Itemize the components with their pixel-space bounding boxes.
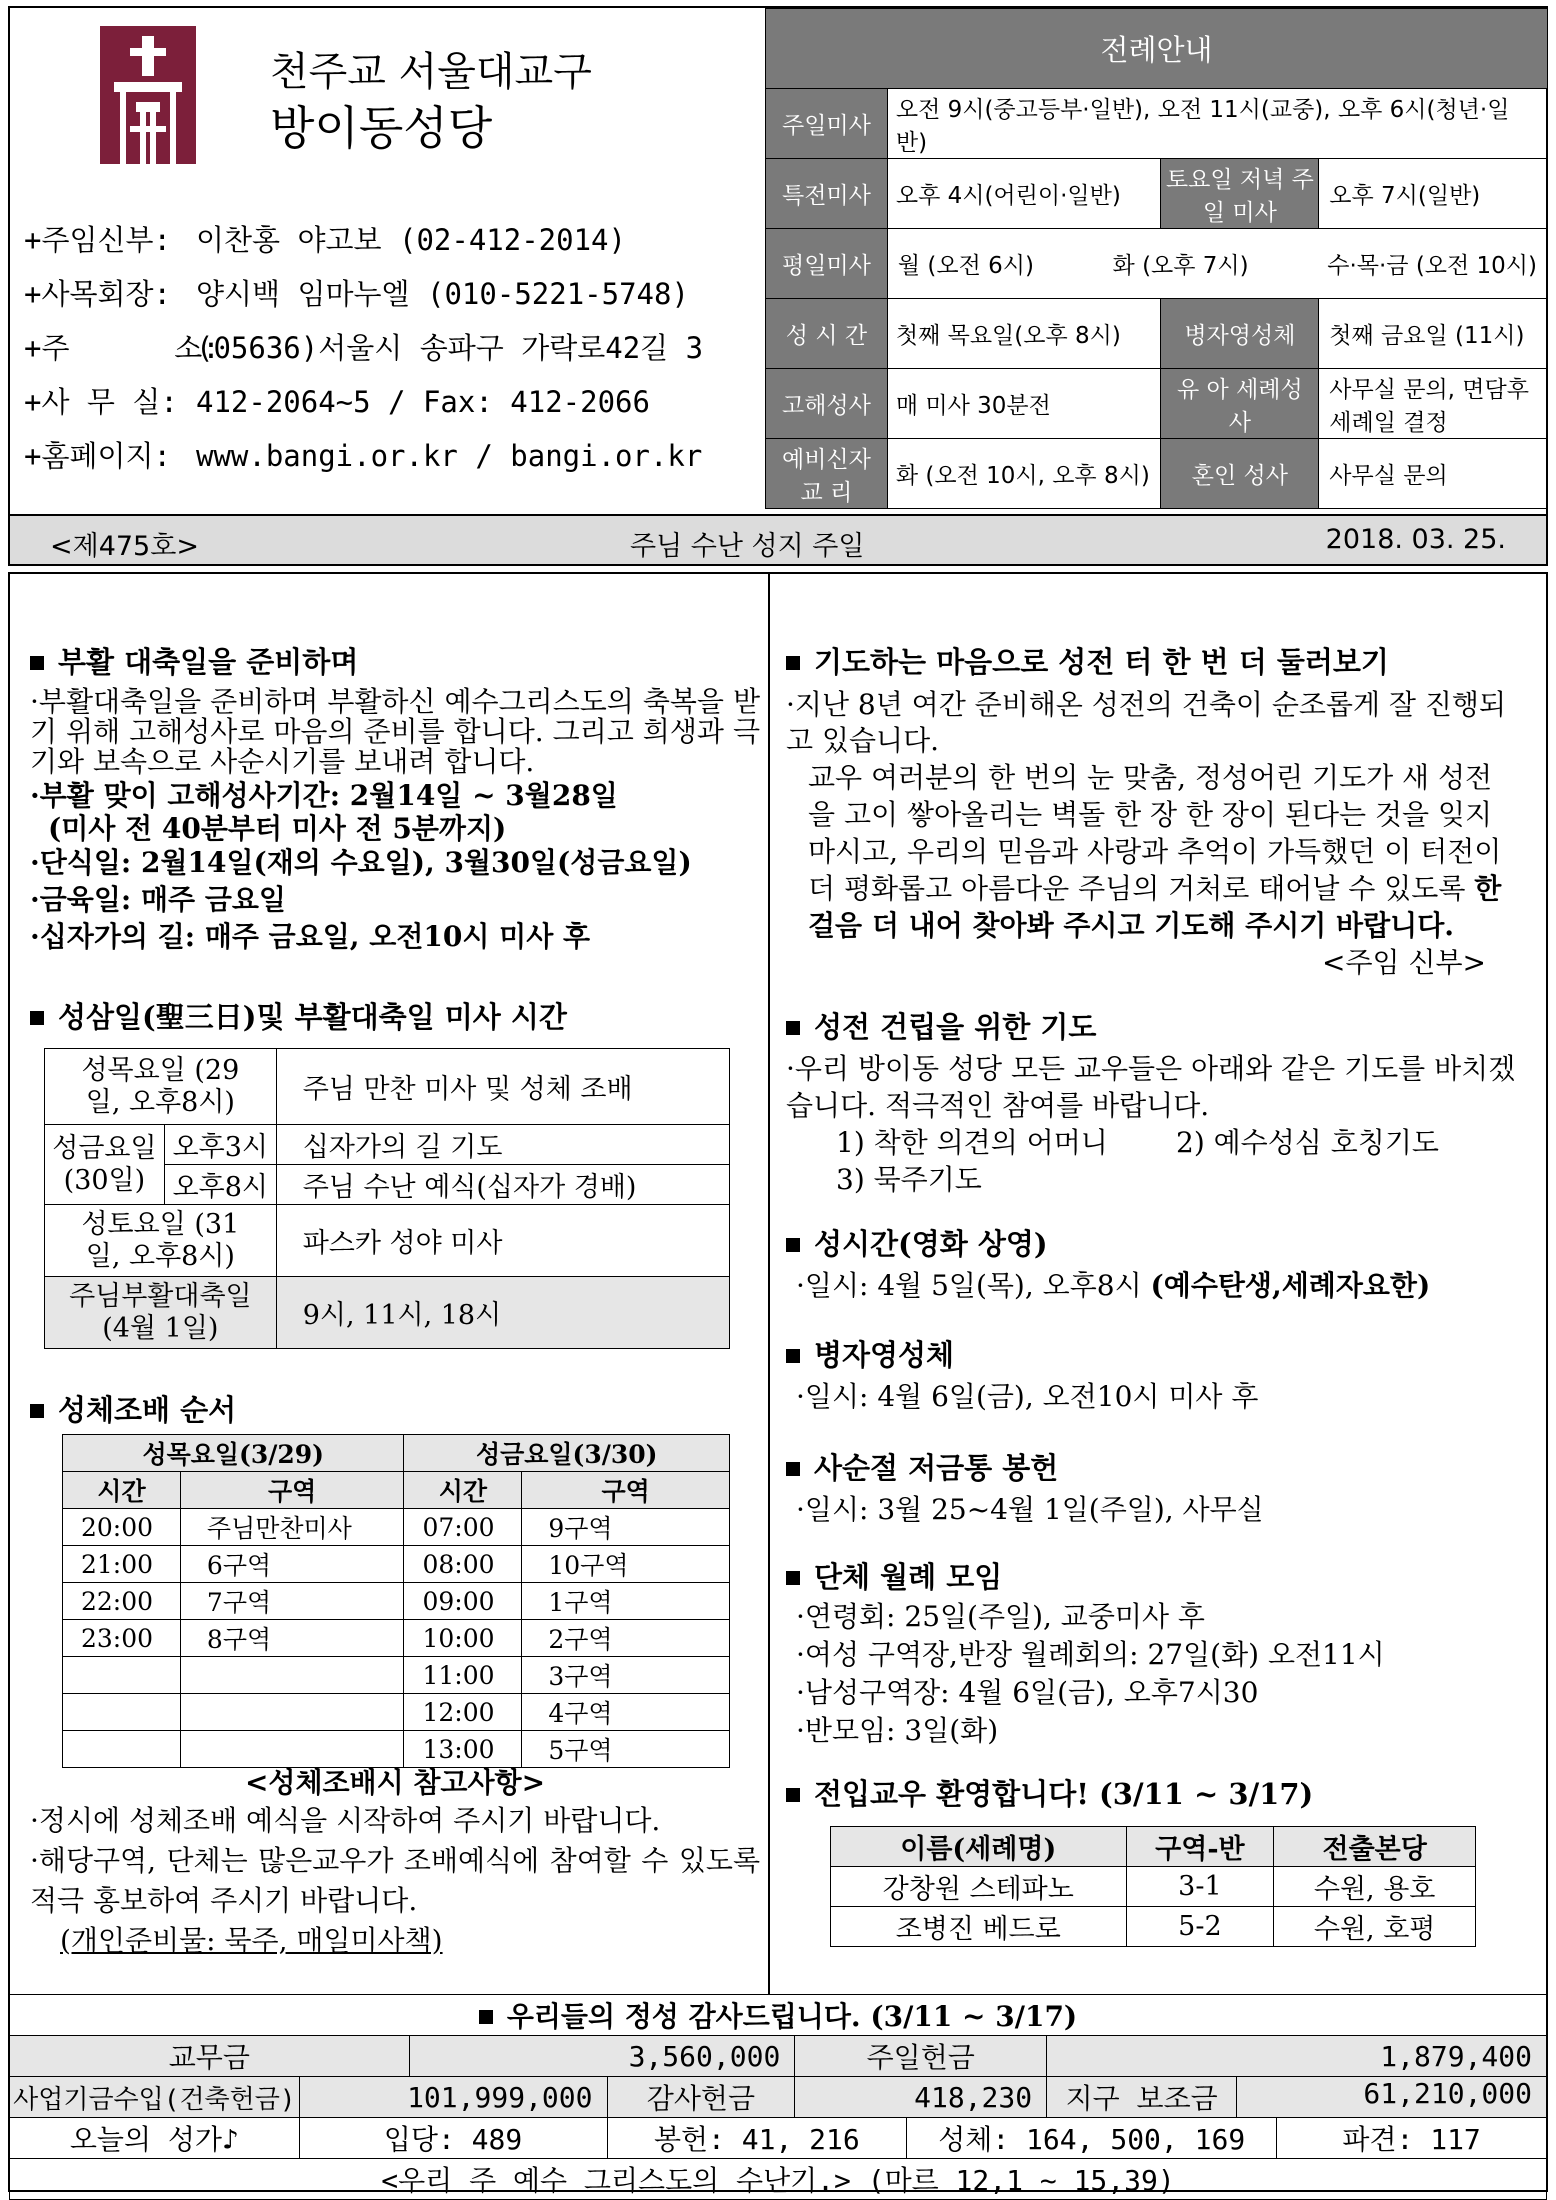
triduum-sat-label: 성토요일 (31일, 오후8시) bbox=[45, 1205, 277, 1277]
holy-hour-text: ·일시: 4월 5일(목), 오후8시 bbox=[796, 1269, 1142, 1302]
issue-title: 주님 수난 성지 주일 bbox=[630, 531, 865, 562]
triduum-fri-value1: 십자가의 길 기도 bbox=[276, 1125, 729, 1165]
newcomers-header-area: 구역-반 bbox=[1126, 1827, 1274, 1867]
issue-date: 2018. 03. 25. bbox=[1325, 524, 1506, 555]
holy-hour-title: 성시간(영화 상영) bbox=[814, 1227, 1048, 1261]
parish-name-2: 방이동성당 bbox=[270, 101, 493, 155]
adoration-thu-area: 8구역 bbox=[180, 1620, 404, 1657]
adoration-fri-time: 09:00 bbox=[404, 1583, 522, 1620]
adoration-thu-header: 성목요일(3/29) bbox=[63, 1435, 404, 1472]
meeting-item: ·여성 구역장,반장 월례회의: 27일(화) 오전11시 bbox=[796, 1638, 1385, 1671]
adoration-thu-area bbox=[180, 1694, 404, 1731]
offering-amount: 61,210,000 bbox=[1363, 2077, 1532, 2110]
adoration-table bbox=[62, 1434, 730, 1768]
offering-label: 주일헌금 bbox=[795, 2036, 1047, 2077]
newcomer-parish: 수원, 용호 bbox=[1274, 1867, 1476, 1907]
easter-intro: ·부활대축일을 준비하며 부활하신 예수그리스도의 축복을 받기 위해 고해성사로 마음의 준비를 합니다. 그리고 희생과 극기와 보속으로 사순시기를 보내려 합니다. bbox=[30, 685, 760, 778]
hymn-communion: 성체: 164, 500, 169 bbox=[907, 2118, 1277, 2158]
bullet-square-icon bbox=[786, 656, 800, 670]
offering-title: 우리들의 정성 감사드립니다. (3/11 ~ 3/17) bbox=[506, 2000, 1078, 2033]
weekday-tue: 화 (오후 7시) bbox=[1112, 253, 1249, 279]
adoration-fri-area: 1구역 bbox=[522, 1583, 730, 1620]
contact-value: www.bangi.or.kr / bangi.or.kr bbox=[196, 439, 703, 473]
easter-stations: ·십자가의 길: 매주 금요일, 오전10시 미사 후 bbox=[30, 920, 591, 953]
infant-value: 사무실 문의, 면담후 세례일 결정 bbox=[1319, 369, 1548, 439]
adoration-col-area: 구역 bbox=[180, 1472, 404, 1509]
adoration-title: 성체조배 순서 bbox=[58, 1393, 237, 1427]
contact-value: (05636)서울시 송파구 가락로42길 3 bbox=[196, 331, 704, 365]
adoration-thu-time: 21:00 bbox=[63, 1546, 181, 1583]
adoration-thu-time: 23:00 bbox=[63, 1620, 181, 1657]
adoration-thu-area bbox=[180, 1731, 404, 1768]
hymn-entrance: 입당: 489 bbox=[299, 2118, 607, 2159]
sickcomm-label: 병자영성체 bbox=[1161, 299, 1319, 369]
contact-value: 양시백 임마누엘 (010-5221-5748) bbox=[196, 277, 689, 311]
adoration-fri-time: 13:00 bbox=[404, 1731, 522, 1768]
building-prayer-item-2: 2) 예수성심 호칭기도 bbox=[1176, 1126, 1439, 1159]
adoration-row bbox=[63, 1694, 730, 1731]
column-divider bbox=[768, 574, 770, 1994]
adoration-thu-time bbox=[63, 1657, 181, 1694]
adoration-fri-area: 5구역 bbox=[522, 1731, 730, 1768]
meeting-item: ·반모임: 3일(화) bbox=[796, 1714, 999, 1747]
newcomer-parish: 수원, 호평 bbox=[1274, 1907, 1476, 1947]
confession-label: 고해성사 bbox=[766, 369, 888, 439]
gospel-reading: <우리 주 예수 그리스도의 수난기.> (마르 12,1 ~ 15,39) bbox=[10, 2159, 1547, 2200]
triduum-table bbox=[44, 1048, 730, 1349]
bullet-square-icon bbox=[786, 1021, 800, 1035]
adoration-note-title: <성체조배시 참고사항> bbox=[244, 1766, 546, 1799]
meetings-title: 단체 월례 모임 bbox=[814, 1560, 1003, 1594]
saturday-label: 토요일 저녁 주일 미사 bbox=[1161, 159, 1319, 229]
issue-number: <제475호> bbox=[50, 531, 199, 562]
offering-label: 지구 보조금 bbox=[1047, 2077, 1237, 2117]
adoration-row bbox=[63, 1731, 730, 1768]
building-prayer-item-3: 3) 묵주기도 bbox=[836, 1163, 982, 1196]
triduum-fri-time2: 오후8시 bbox=[164, 1165, 276, 1205]
adoration-col-time: 시간 bbox=[63, 1472, 181, 1509]
adoration-fri-time: 08:00 bbox=[404, 1546, 522, 1583]
hymn-offertory: 봉헌: 41, 216 bbox=[607, 2118, 907, 2159]
holyhour-value: 첫째 목요일(오후 8시) bbox=[887, 299, 1161, 369]
adoration-row bbox=[63, 1509, 730, 1546]
bullet-square-icon bbox=[786, 1349, 800, 1363]
saturday-value: 오후 7시(일반) bbox=[1319, 159, 1548, 229]
contact-label: +사 무 실: bbox=[24, 385, 178, 419]
easter-confession-period: ·부활 맞이 고해성사기간: 2월14일 ~ 3월28일 bbox=[30, 779, 618, 812]
contact-value: 412-2064~5 / Fax: 412-2066 bbox=[196, 385, 650, 419]
parish-logo bbox=[100, 26, 196, 164]
offering-table bbox=[9, 1994, 1547, 2200]
offering-label: 사업기금수입(건축헌금) bbox=[10, 2077, 300, 2118]
triduum-sat-value: 파스카 성야 미사 bbox=[276, 1205, 729, 1277]
contact-list bbox=[24, 218, 703, 488]
prayer-walk-p1: ·지난 8년 여간 준비해온 성전의 건축이 순조롭게 잘 진행되고 있습니다. bbox=[786, 688, 1507, 757]
offering-label: 감사헌금 bbox=[607, 2077, 795, 2118]
adoration-row bbox=[63, 1546, 730, 1583]
wedding-label: 혼인 성사 bbox=[1161, 439, 1319, 509]
easter-title: 부활 대축일을 준비하며 bbox=[58, 645, 359, 679]
newcomer-area: 5-2 bbox=[1126, 1907, 1274, 1947]
hymn-dismissal: 파견: 117 bbox=[1342, 2123, 1481, 2156]
adoration-thu-area: 6구역 bbox=[180, 1546, 404, 1583]
easter-fast-day: ·단식일: 2월14일(재의 수요일), 3월30일(성금요일) bbox=[30, 846, 692, 879]
holyhour-label: 성 시 간 bbox=[766, 299, 888, 369]
newcomers-table bbox=[830, 1826, 1476, 1947]
weekday-label: 평일미사 bbox=[766, 229, 888, 299]
liturgy-table bbox=[765, 8, 1548, 509]
weekday-mon: 월 (오전 6시) bbox=[897, 253, 1034, 279]
confession-value: 매 미사 30분전 bbox=[887, 369, 1161, 439]
adoration-thu-time bbox=[63, 1731, 181, 1768]
sick-title: 병자영성체 bbox=[814, 1338, 955, 1372]
triduum-fri-time1: 오후3시 bbox=[164, 1125, 276, 1165]
meeting-item: ·연령회: 25일(주일), 교중미사 후 bbox=[796, 1600, 1205, 1633]
newcomers-title-row bbox=[786, 1772, 1313, 1813]
adoration-col-time: 시간 bbox=[404, 1472, 522, 1509]
sick-section bbox=[786, 1333, 1516, 1415]
adoration-note-1: ·정시에 성체조배 예식을 시작하여 주시기 바랍니다. bbox=[30, 1804, 661, 1837]
contact-label: +사목회장: bbox=[24, 277, 171, 311]
triduum-fri-value2: 주님 수난 예식(십자가 경배) bbox=[276, 1165, 729, 1205]
triduum-fri-label: 성금요일 (30일) bbox=[45, 1125, 165, 1205]
adoration-fri-area: 3구역 bbox=[522, 1657, 730, 1694]
building-prayer-section bbox=[786, 1005, 1516, 1198]
triduum-thu-value: 주님 만찬 미사 및 성체 조배 bbox=[276, 1049, 729, 1125]
special-value: 오후 4시(어린이·일반) bbox=[887, 159, 1161, 229]
bullet-square-icon bbox=[30, 1404, 44, 1418]
lent-box-section bbox=[786, 1446, 1516, 1528]
newcomer-name: 강창원 스테파노 bbox=[831, 1867, 1127, 1907]
adoration-thu-time: 20:00 bbox=[63, 1509, 181, 1546]
building-prayer-title: 성전 건립을 위한 기도 bbox=[814, 1010, 1097, 1044]
lent-box-title: 사순절 저금통 봉헌 bbox=[814, 1451, 1059, 1485]
bullet-square-icon bbox=[30, 1011, 44, 1025]
prayer-walk-p2-bold: 한걸음 더 내어 찾아봐 주시고 기도해 주시기 바랍니다. bbox=[808, 872, 1502, 942]
adoration-row bbox=[63, 1583, 730, 1620]
issue-bar bbox=[10, 514, 1546, 564]
adoration-fri-area: 9구역 bbox=[522, 1509, 730, 1546]
building-prayer-item-1: 1) 착한 의견의 어머니 bbox=[836, 1126, 1108, 1159]
adoration-thu-time: 22:00 bbox=[63, 1583, 181, 1620]
liturgy-title: 전례안내 bbox=[766, 9, 1548, 89]
catechism-value: 화 (오전 10시, 오후 8시) bbox=[887, 439, 1161, 509]
meetings-section bbox=[786, 1555, 1516, 1750]
newcomer-name: 조병진 베드로 bbox=[831, 1907, 1127, 1947]
prayer-walk-title: 기도하는 마음으로 성전 터 한 번 더 둘러보기 bbox=[814, 645, 1389, 679]
adoration-fri-time: 11:00 bbox=[404, 1657, 522, 1694]
easter-section bbox=[30, 640, 760, 955]
bullet-square-icon bbox=[786, 1238, 800, 1252]
parish-name-1: 천주교 서울대교구 bbox=[270, 49, 592, 95]
special-label: 특전미사 bbox=[766, 159, 888, 229]
bullet-square-icon bbox=[786, 1788, 800, 1802]
offering-amount: 1,879,400 bbox=[1047, 2036, 1547, 2077]
triduum-title-row bbox=[30, 995, 567, 1036]
adoration-row bbox=[63, 1657, 730, 1694]
adoration-fri-area: 4구역 bbox=[522, 1694, 730, 1731]
contact-label: +주 소: bbox=[24, 331, 220, 365]
sickcomm-value: 첫째 금요일 (11시) bbox=[1319, 299, 1548, 369]
adoration-fri-area: 10구역 bbox=[522, 1546, 730, 1583]
hymn-label: 오늘의 성가♪ bbox=[10, 2118, 300, 2159]
bullet-square-icon bbox=[786, 1571, 800, 1585]
sick-text: ·일시: 4월 6일(금), 오전10시 미사 후 bbox=[796, 1380, 1259, 1413]
adoration-fri-time: 10:00 bbox=[404, 1620, 522, 1657]
prayer-walk-section bbox=[786, 640, 1516, 981]
offering-amount: 418,230 bbox=[795, 2077, 1047, 2118]
adoration-row bbox=[63, 1620, 730, 1657]
adoration-fri-time: 07:00 bbox=[404, 1509, 522, 1546]
meeting-item: ·남성구역장: 4월 6일(금), 오후7시30 bbox=[796, 1676, 1259, 1709]
wedding-value: 사무실 문의 bbox=[1319, 439, 1548, 509]
holy-hour-section bbox=[786, 1222, 1526, 1304]
contact-label: +주임신부: bbox=[24, 223, 171, 257]
offering-amount: 101,999,000 bbox=[299, 2077, 607, 2118]
adoration-thu-time bbox=[63, 1694, 181, 1731]
adoration-title-row bbox=[30, 1388, 236, 1429]
weekday-wed: 수·목·금 (오전 10시) bbox=[1327, 253, 1537, 279]
triduum-easter-value: 9시, 11시, 18시 bbox=[276, 1277, 729, 1349]
adoration-thu-area: 주님만찬미사 bbox=[180, 1509, 404, 1546]
adoration-fri-area: 2구역 bbox=[522, 1620, 730, 1657]
prayer-walk-p2: 교우 여러분의 한 번의 눈 맞춤, 정성어린 기도가 새 성전을 고이 쌓아올리는 벽돌 한 장 한 장이 된다는 것을 잊지 마시고, 우리의 믿음과 사랑과 추억이 가득했던 이 터전이 더 평화롭고 아름다운 주님의 거처로 태어날 수 있도록 bbox=[808, 761, 1502, 905]
catechism-label: 예비신자 교 리 bbox=[766, 439, 888, 509]
bullet-square-icon bbox=[30, 656, 44, 670]
contact-value: 이찬홍 야고보 (02-412-2014) bbox=[196, 223, 626, 257]
bullet-square-icon bbox=[479, 2010, 493, 2024]
adoration-note-2: ·해당구역, 단체는 많은교우가 조배예식에 참여할 수 있도록 적극 홍보하여 주시기 바랍니다. bbox=[30, 1844, 760, 1917]
adoration-thu-area: 7구역 bbox=[180, 1583, 404, 1620]
adoration-notes bbox=[30, 1764, 760, 1961]
newcomers-header-parish: 전출본당 bbox=[1274, 1827, 1476, 1867]
offering-label: 교무금 bbox=[10, 2036, 410, 2077]
adoration-fri-time: 12:00 bbox=[404, 1694, 522, 1731]
newcomer-area: 3-1 bbox=[1126, 1867, 1274, 1907]
adoration-thu-area bbox=[180, 1657, 404, 1694]
prayer-walk-sign: <주임 신부> bbox=[1321, 946, 1486, 979]
adoration-note-3: (개인준비물: 묵주, 매일미사책) bbox=[60, 1924, 443, 1957]
building-prayer-text: ·우리 방이동 성당 모든 교우들은 아래와 같은 기도를 바치겠습니다. 적극적인 참여를 바랍니다. bbox=[786, 1052, 1516, 1122]
sunday-value: 오전 9시(중고등부·일반), 오전 11시(교중), 오후 6시(청년·일반) bbox=[887, 89, 1547, 159]
infant-label: 유 아 세례성사 bbox=[1161, 369, 1319, 439]
sunday-label: 주일미사 bbox=[766, 89, 888, 159]
contact-label: +홈페이지: bbox=[24, 439, 171, 473]
holy-hour-film: (예수탄생,세례자요한) bbox=[1150, 1269, 1431, 1302]
adoration-col-area: 구역 bbox=[522, 1472, 730, 1509]
triduum-easter-label: 주님부활대축일 (4월 1일) bbox=[45, 1277, 277, 1349]
lent-box-text: ·일시: 3월 25~4월 1일(주일), 사무실 bbox=[796, 1493, 1264, 1526]
newcomers-header-name: 이름(세례명) bbox=[831, 1827, 1127, 1867]
offering-amount: 3,560,000 bbox=[409, 2036, 795, 2077]
easter-confession-time: (미사 전 40분부터 미사 전 5분까지) bbox=[48, 812, 507, 845]
triduum-title: 성삼일(聖三日)및 부활대축일 미사 시간 bbox=[58, 1000, 567, 1034]
newcomers-title: 전입교우 환영합니다! (3/11 ~ 3/17) bbox=[814, 1777, 1314, 1811]
bullet-square-icon bbox=[786, 1462, 800, 1476]
adoration-fri-header: 성금요일(3/30) bbox=[404, 1435, 730, 1472]
easter-abstinence: ·금육일: 매주 금요일 bbox=[30, 883, 286, 916]
triduum-thu-label: 성목요일 (29일, 오후8시) bbox=[45, 1049, 277, 1125]
